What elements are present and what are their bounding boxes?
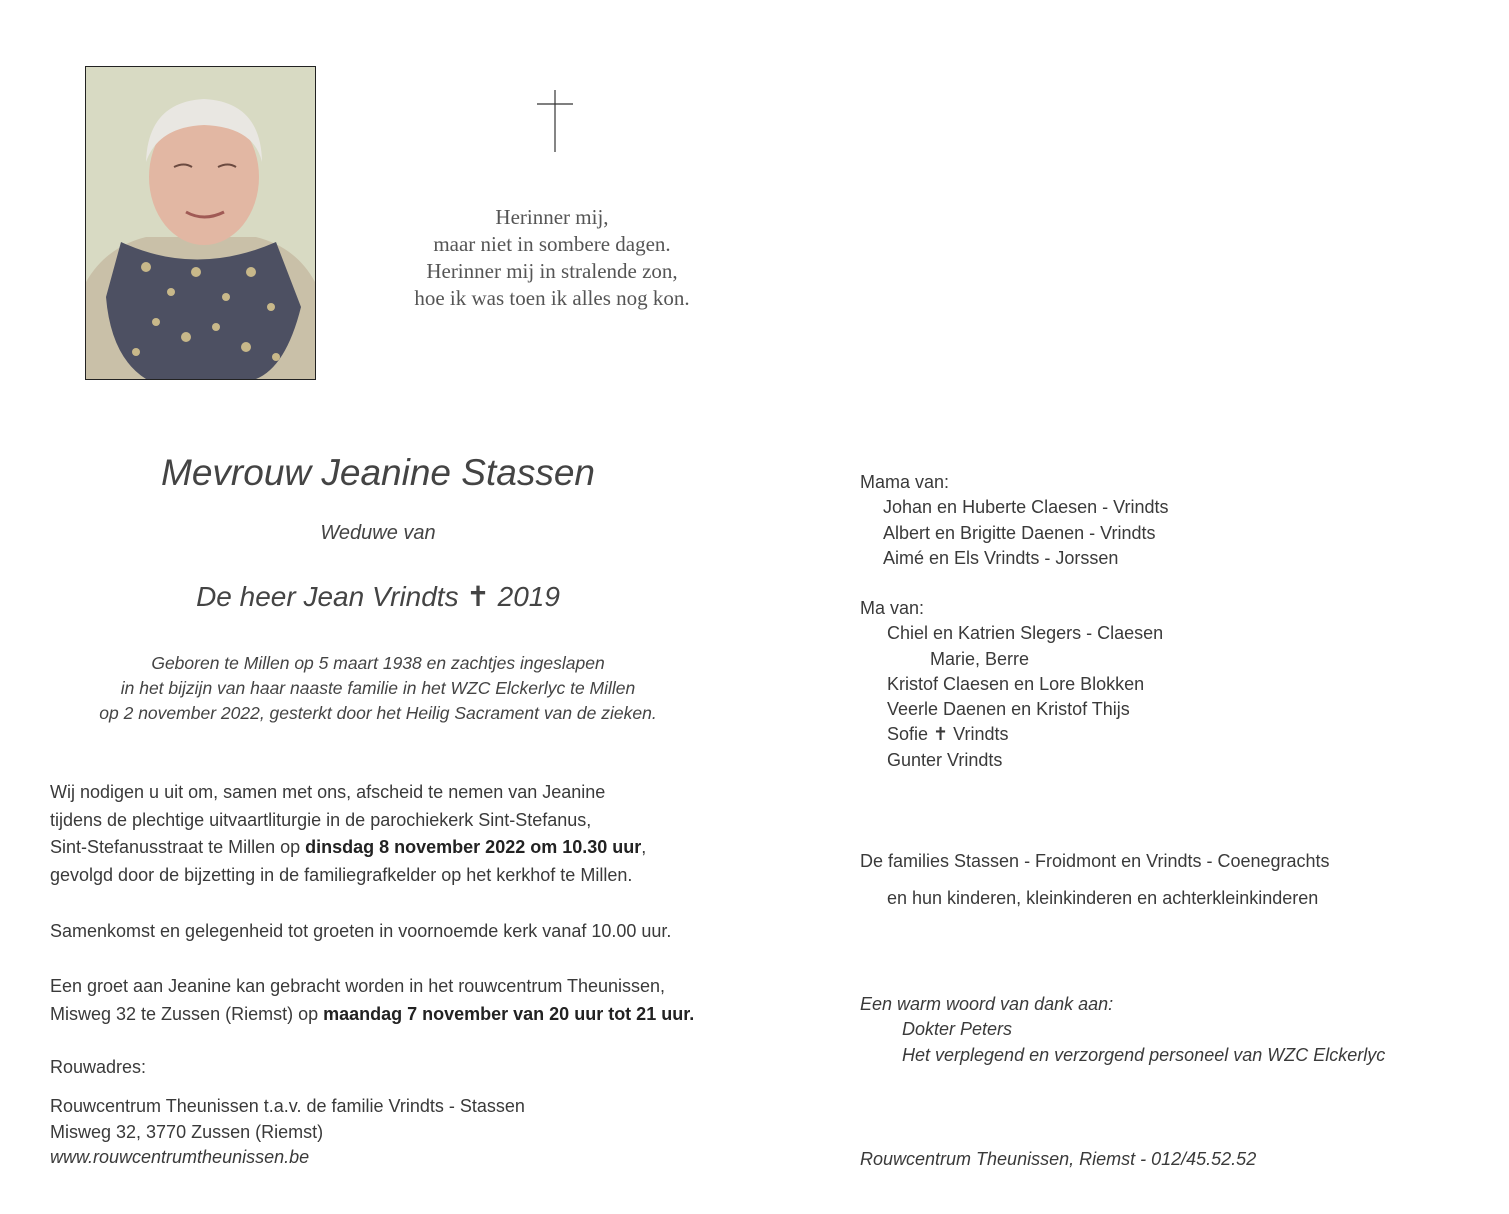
thanks-section xyxy=(860,992,1385,1068)
list-item: Sofie ✝ Vrindts xyxy=(887,724,1009,746)
invitation-line: Sint-Stefanusstraat te Millen op dinsdag 8 november 2022 om 10.30 uur, xyxy=(50,837,647,857)
poem-line: hoe ik was toen ik alles nog kon. xyxy=(414,286,690,310)
mourning-address xyxy=(50,1094,525,1171)
birth-death-details xyxy=(40,651,716,726)
invitation-line: tijdens de plechtige uitvaartliturgie in de parochiekerk Sint-Stefanus, xyxy=(50,809,592,830)
funeral-invitation xyxy=(50,779,646,889)
birth-line: Geboren te Millen op 5 maart 1938 en zachtjes ingeslapen xyxy=(151,653,605,673)
list-item: Marie, Berre xyxy=(930,648,1030,669)
greeting-line: Een groet aan Jeanine kan gebracht worden in het rouwcentrum Theunissen, xyxy=(50,976,666,996)
husband-name-text: De heer Jean Vrindts xyxy=(196,581,459,612)
children-list xyxy=(860,470,1169,571)
gathering-notice: Samenkomst en gelegenheid tot groeten in voornoemde kerk vanaf 10.00 uur. xyxy=(50,921,672,941)
birth-line: op 2 november 2022, gesterkt door het Heilig Sacrament van de zieken. xyxy=(99,703,657,723)
funeral-home-footer: Rouwcentrum Theunissen, Riemst - 012/45.52.52 xyxy=(860,1149,1257,1169)
website-link[interactable]: www.rouwcentrumtheunissen.be xyxy=(50,1147,310,1167)
list-item: Johan en Huberte Claesen - Vrindts xyxy=(883,497,1169,518)
greeting-line: Misweg 32 te Zussen (Riemst) op maandag 7 november van 20 uur tot 21 uur. xyxy=(50,1003,695,1024)
greeting-notice xyxy=(50,973,694,1028)
descendants-line: en hun kinderen, kleinkinderen en achterkleinkinderen xyxy=(887,888,1319,908)
memorial-poem xyxy=(352,204,752,312)
deceased-name: Mevrouw Jeanine Stassen xyxy=(161,452,595,493)
invitation-line: gevolgd door de bijzetting in de familiegrafkelder op het kerkhof te Millen. xyxy=(50,864,633,885)
thanks-label: Een warm woord van dank aan: xyxy=(860,994,1114,1014)
list-item: Veerle Daenen en Kristof Thijs xyxy=(887,699,1130,720)
poem-line: maar niet in sombere dagen. xyxy=(433,232,671,256)
husband-name xyxy=(40,580,716,613)
husband-death-year: 2019 xyxy=(497,581,560,612)
greeting-date: maandag 7 november van 20 uur tot 21 uur. xyxy=(323,1003,695,1024)
dagger-icon: ✝ xyxy=(933,724,949,746)
birth-line: in het bijzijn van haar naaste familie in het WZC Elckerlyc te Millen xyxy=(120,678,636,698)
list-item: Chiel en Katrien Slegers - Claesen xyxy=(887,623,1164,644)
list-item: Het verplegend en verzorgend personeel van WZC Elckerlyc xyxy=(902,1044,1386,1065)
list-item: Albert en Brigitte Daenen - Vrindts xyxy=(883,522,1156,543)
grandchildren-list xyxy=(860,596,1163,773)
list-item: Dokter Peters xyxy=(902,1019,1013,1040)
address-line: Rouwcentrum Theunissen t.a.v. de familie Vrindts - Stassen xyxy=(50,1096,525,1116)
poem-line: Herinner mij, xyxy=(495,205,609,229)
list-item: Aimé en Els Vrindts - Jorssen xyxy=(883,547,1119,568)
list-item: Gunter Vrindts xyxy=(887,749,1003,770)
widow-of-label: Weduwe van xyxy=(320,522,436,544)
grandchildren-label: Ma van: xyxy=(860,598,925,618)
dagger-icon: ✝ xyxy=(466,580,490,613)
list-item: Kristof Claesen en Lore Blokken xyxy=(887,673,1145,694)
children-label: Mama van: xyxy=(860,472,950,492)
address-label: Rouwadres: xyxy=(50,1057,147,1077)
poem-line: Herinner mij in stralende zon, xyxy=(426,259,678,283)
portrait-photo xyxy=(85,66,316,380)
funeral-date: dinsdag 8 november 2022 om 10.30 uur xyxy=(305,837,642,857)
families-line: De families Stassen - Froidmont en Vrindts - Coenegrachts xyxy=(860,851,1330,871)
invitation-line: Wij nodigen u uit om, samen met ons, afscheid te nemen van Jeanine xyxy=(50,782,606,802)
cross-icon xyxy=(537,90,573,152)
address-line: Misweg 32, 3770 Zussen (Riemst) xyxy=(50,1121,324,1142)
